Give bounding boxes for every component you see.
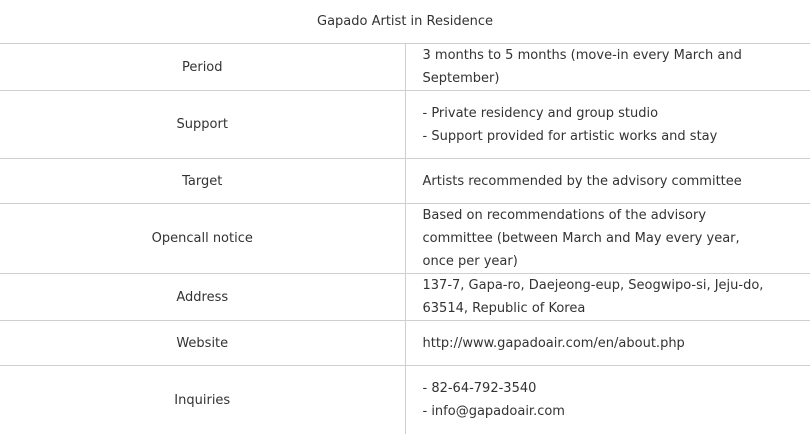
row-value-opencall bbox=[405, 204, 810, 274]
inquiries-phone: - 82-64-792-3540 bbox=[423, 377, 771, 400]
row-value-target bbox=[405, 159, 810, 204]
inquiries-email[interactable]: - info@gapadoair.com bbox=[423, 400, 771, 423]
row-label-support: Support bbox=[0, 91, 405, 159]
target-line: Artists recommended by the advisory committee bbox=[423, 170, 771, 193]
table-row-opencall bbox=[0, 204, 810, 274]
table-row-inquiries bbox=[0, 366, 810, 434]
row-label-opencall: Opencall notice bbox=[0, 204, 405, 274]
row-value-period bbox=[405, 44, 810, 91]
opencall-line: Based on recommendations of the advisory committee (between March and May every year, once per year) bbox=[423, 204, 771, 273]
period-line: 3 months to 5 months (move-in every March and September) bbox=[423, 44, 771, 90]
row-value-inquiries bbox=[405, 366, 810, 434]
support-line-2: - Support provided for artistic works and stay bbox=[423, 125, 771, 148]
row-label-target: Target bbox=[0, 159, 405, 204]
address-line: 137-7, Gapa-ro, Daejeong-eup, Seogwipo-si, Jeju-do, 63514, Republic of Korea bbox=[423, 274, 771, 320]
support-line-1: - Private residency and group studio bbox=[423, 102, 771, 125]
row-value-address bbox=[405, 274, 810, 321]
row-value-support bbox=[405, 91, 810, 159]
row-value-website bbox=[405, 321, 810, 366]
row-label-inquiries: Inquiries bbox=[0, 366, 405, 434]
table-title: Gapado Artist in Residence bbox=[0, 0, 810, 44]
table-row-support bbox=[0, 91, 810, 159]
table-row-period bbox=[0, 44, 810, 91]
table-row-target bbox=[0, 159, 810, 204]
website-link[interactable]: http://www.gapadoair.com/en/about.php bbox=[423, 332, 771, 355]
row-label-period: Period bbox=[0, 44, 405, 91]
table-row-address bbox=[0, 274, 810, 321]
row-label-address: Address bbox=[0, 274, 405, 321]
table-row-website bbox=[0, 321, 810, 366]
row-label-website: Website bbox=[0, 321, 405, 366]
